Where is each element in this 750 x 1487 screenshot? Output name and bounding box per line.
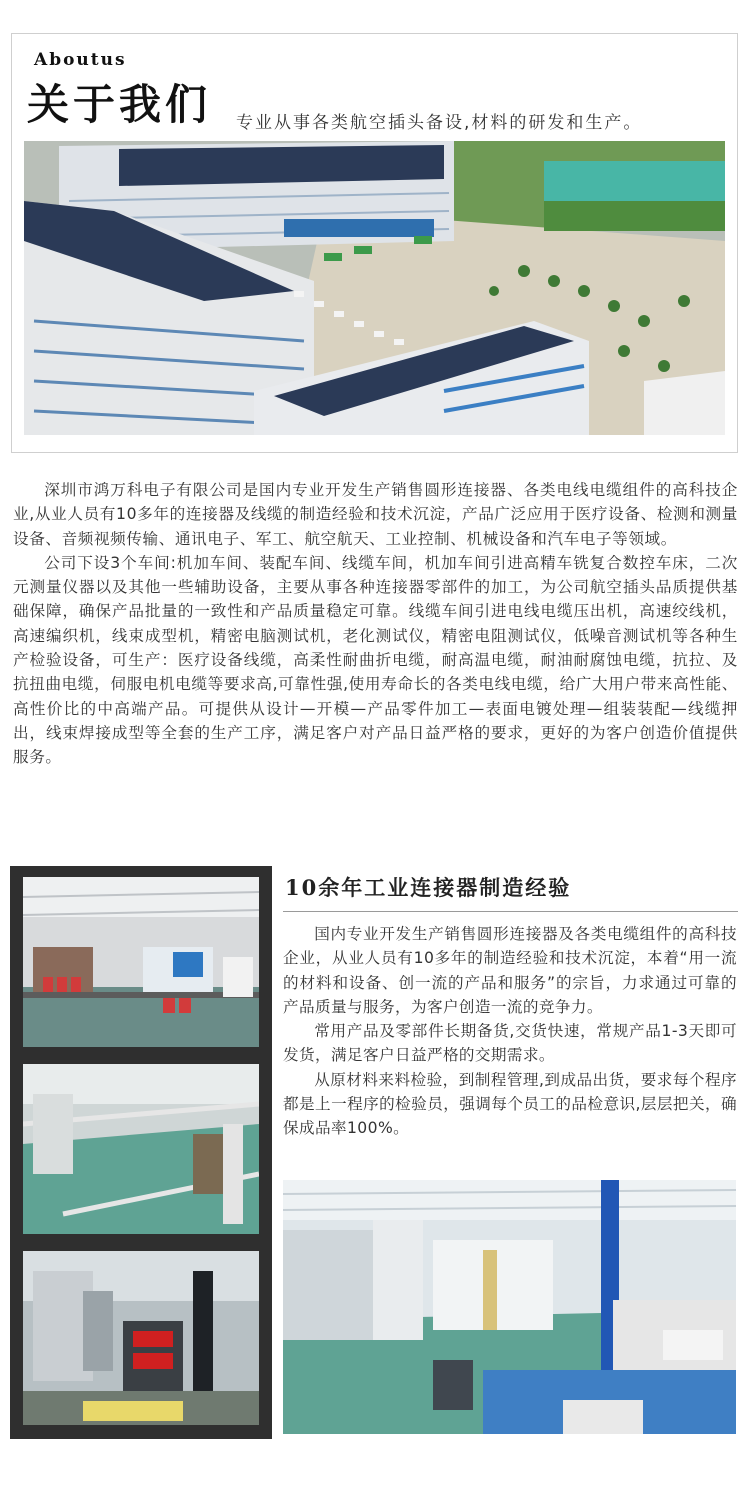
- about-slogan: 专业从事各类航空插头备设,材料的研发和生产。: [236, 113, 643, 133]
- experience-section-body: [283, 922, 737, 1141]
- section-paragraph: 从原材料来料检验，到制程管理,到成品出货，要求每个程序都是上一程序的检验员，强调每个员工的品检意识,层层把关，确保成品率100%。: [283, 1070, 737, 1138]
- factory-aerial-photo: [24, 141, 725, 435]
- testing-equipment-photo: [23, 1251, 259, 1425]
- about-title-cn: 关于我们: [27, 80, 212, 129]
- section-paragraph: 国内专业开发生产销售圆形连接器及各类电缆组件的高科技企业，从业人员有10多年的制造经验和技术沉淀，本着“用一流的材料和设备、创一流的产品和服务”的宗旨，力求通过可靠的产品质量与服务，为客户创造一流的竞争力。: [283, 925, 737, 1016]
- production-floor-photo: [283, 1180, 736, 1434]
- workshop-photo-panel: [10, 866, 272, 1439]
- about-title-en: Aboutus: [34, 50, 127, 70]
- section-paragraph: 常用产品及零部件长期备货,交货快速，常规产品1-3天即可发货，满足客户日益严格的交期需求。: [283, 1022, 737, 1065]
- section-divider: [283, 911, 738, 912]
- company-intro: [13, 478, 738, 770]
- intro-paragraph: 公司下设3个车间:机加车间、装配车间、线缆车间，机加车间引进高精车铣复合数控车床，二次元测量仪器以及其他一些辅助设备，主要从事各种连接器零部件的加工，为公司航空插头品质提供基础保障，确保产品批量的一致性和产品质量稳定可靠。线缆车间引进电线电缆压出机，高速绞线机，高速编织机，线束成型机，精密电脑测试机，老化测试仪，精密电阻测试仪，低噪音测试机等各种生产检验设备，可生产：医疗设备线缆，高柔性耐曲折电缆，耐高温电缆，耐油耐腐蚀电缆，抗拉、及抗扭曲电缆，伺服电机电缆等要求高,可靠性强,使用寿命长的各类电线电缆，给广大用户带来高性能、高性价比的中高端产品。可提供从设计—开模—产品零件加工—表面电镀处理—组装装配—线缆押出，线束焊接成型等全套的生产工序，满足客户对产品日益严格的要求，更好的为客户创造价值提供服务。: [13, 553, 738, 767]
- experience-section-title: 10余年工业连接器制造经验: [285, 875, 572, 900]
- machining-workshop-photo: [23, 877, 259, 1047]
- intro-paragraph: 深圳市鸿万科电子有限公司是国内专业开发生产销售圆形连接器、各类电线电缆组件的高科技企业,从业人员有10多年的连接器及线缆的制造经验和技术沉淀，产品广泛应用于医疗设备、检测和测量设备、音频视频传输、通讯电子、军工、航空航天、工业控制、机械设备和汽车电子等领域。: [13, 481, 738, 548]
- cable-line-photo: [23, 1064, 259, 1234]
